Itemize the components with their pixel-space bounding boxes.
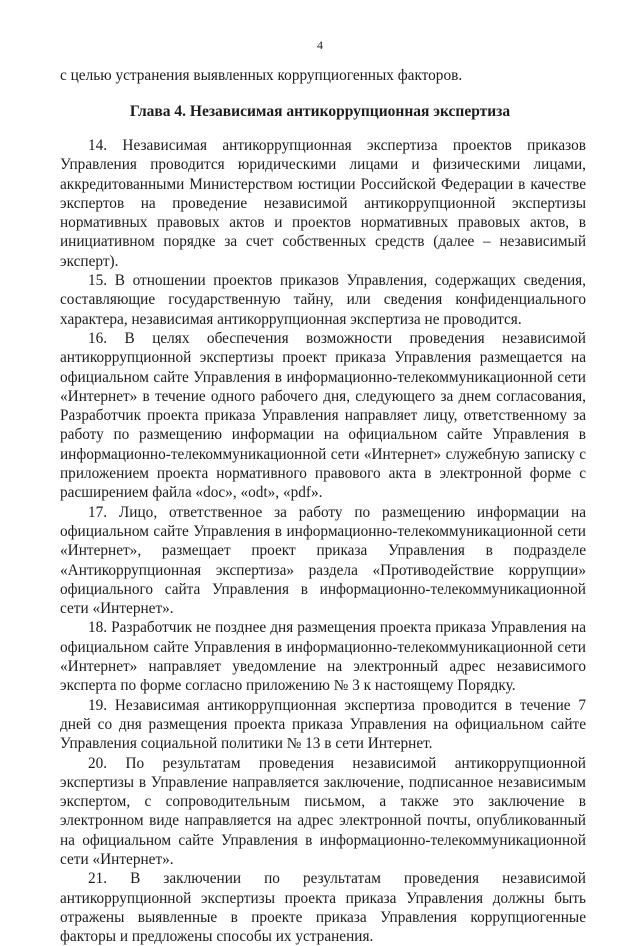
paragraph-15: 15. В отношении проектов приказов Управления, содержащих сведения, составляющие государственную тайну, или сведения конфиденциального характера, независимая антикоррупционная экспертиза не проводится.	[60, 272, 586, 328]
paragraph-18: 18. Разработчик не позднее дня размещения проекта приказа Управления на официальном сайте Управления в информационно-телекоммуникационной сети «Интернет» направляет уведомление на электронный адрес независимого эксперта по форме согласно приложению № 3 к настоящему Порядку.	[60, 619, 586, 695]
document-body	[60, 136, 586, 946]
paragraph-16: 16. В целях обеспечения возможности проведения независимой антикоррупционной экспертизы проект приказа Управления размещается на официальном сайте Управления в информационно-телекоммуникационной сети «Интернет» в течение одного рабочего дня, следующего за днем согласования, Разработчик проекта приказа Управления направляет лицу, ответственному за работу по размещению информации на официальном сайте Управления в информационно-телекоммуникационной сети «Интернет» служебную записку с приложением проекта нормативного правового акта в электронной форме с расширением файла «doc», «odt», «pdf».	[60, 329, 586, 502]
paragraph-20: 20. По результатам проведения независимой антикоррупционной экспертизы в Управление направляется заключение, подписанное независимым экспертом, с сопроводительным письмом, а также это заключение в электронном виде направляется на адрес электронной почты, опубликованный на официальном сайте Управления в информационно-телекоммуникационной сети «Интернет».	[60, 754, 586, 868]
lead-line: с целью устранения выявленных коррупциогенных факторов.	[60, 67, 463, 84]
paragraph-17: 17. Лицо, ответственное за работу по размещению информации на официальном сайте Управления в информационно-телекоммуникационной сети «Интернет», размещает проект приказа Управления в подразделе «Антикоррупционная экспертиза» раздела «Противодействие коррупции» официального сайта Управления в информационно-телекоммуникационной сети «Интернет».	[60, 503, 586, 618]
paragraph-14: 14. Независимая антикоррупционная экспертиза проектов приказов Управления проводится юридическими лицами и физическими лицами, аккредитованными Министерством юстиции Российской Федерации в качестве экспертов на проведение независимой антикоррупционной экспертизы нормативных правовых актов и проектов нормативных правовых актов, в инициативном порядке за счет собственных средств (далее – независимый эксперт).	[60, 137, 586, 270]
paragraph-19: 19. Независимая антикоррупционная экспертиза проводится в течение 7 дней со дня размещения проекта приказа Управления на официальном сайте Управления социальной политики № 13 в сети Интернет.	[60, 696, 586, 753]
chapter-heading: Глава 4. Независимая антикоррупционная экспертиза	[129, 103, 511, 120]
lead-line-block	[60, 66, 586, 85]
paragraph-21: 21. В заключении по результатам проведения независимой антикоррупционной экспертизы проекта приказа Управления должны быть отражены выявленные в проекте приказа Управления коррупциогенные факторы и предложены способы их устранения.	[60, 870, 586, 946]
page-number: 4	[317, 38, 323, 52]
